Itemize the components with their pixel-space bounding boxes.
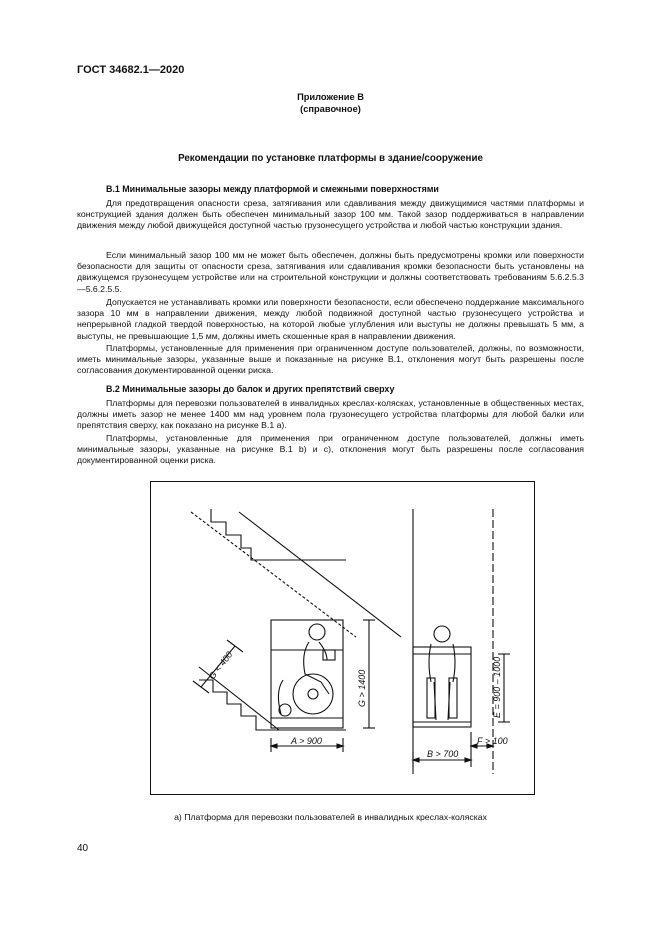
platform-clearance-diagram xyxy=(151,482,536,796)
section-heading-b1: В.1 Минимальные зазоры между платформой и смежными поверхностями xyxy=(106,184,439,194)
document-id: ГОСТ 34682.1—2020 xyxy=(77,64,185,76)
lower-stair-outline xyxy=(199,680,346,730)
label-a: A > 900 xyxy=(291,736,322,746)
paragraph: Если минимальный зазор 100 мм не может быть обеспечен, должны быть предусмотрены кромки или поверхности безопасности для защиты от опасности среза, затягивания или сдавливания кромки безопасности быть установлены на движущемся грузонесущем устройстве или на строительной конструкции и должны соответствовать требованиям 5.6.2.5.3—5.6.2.5.5. xyxy=(77,250,584,294)
paragraph: Допускается не устанавливать кромки или поверхности безопасности, если обеспечено поддержание максимального зазора 10 мм в направлении движения, между любой подвижной доступной частью грузонесущего устройства и непрерывной гладкой твердой поверхностью, на которой любые углубления или выступы не должны превышать 5 мм, а выступы, не превышающие 1,5 мм, должны иметь скошенные края в направлении движения. xyxy=(77,297,584,341)
page-number: 40 xyxy=(77,843,89,854)
figure-caption: а) Платформа для перевозки пользователей в инвалидных креслах-колясках xyxy=(174,812,487,822)
paragraph: Платформы для перевозки пользователей в инвалидных креслах-колясках, установленные в общественных местах, должны иметь зазор не менее 1400 мм над уровнем пола грузонесущего устройства платформы для любой балки или препятствия сверху, как показано на рисунке В.1 а). xyxy=(77,398,584,431)
label-f: F > 100 xyxy=(477,736,508,746)
label-g-diag: G < 400 xyxy=(206,649,235,682)
user-head-front xyxy=(434,626,450,642)
figure-frame xyxy=(150,481,535,795)
user-head xyxy=(309,624,325,640)
label-b: B > 700 xyxy=(427,749,459,759)
wheelchair-wheel xyxy=(293,674,333,714)
paragraph: Для предотвращения опасности среза, затягивания или сдавливания между движущимися частями платформы и конструкцией здания должен быть обеспечен минимальный зазор 100 мм. Такой зазор поддерживаться в направлении движения между любой движущейся доступной частью грузонесущего устройства и любой частью конструкции здания. xyxy=(77,198,584,231)
paragraph: Платформы, установленные для применения при ограниченном доступе пользователей, должны, по возможности, иметь минимальные зазоры, указанные выше и показанные на рисунке В.1, отклонения могут быть разрешены после согласования документированной оценки риска. xyxy=(77,343,584,376)
label-g-vert: G > 1400 xyxy=(357,669,367,707)
label-e: E = 900 – 1000 xyxy=(492,656,502,718)
page-title: Рекомендации по установке платформы в здание/сооружение xyxy=(178,153,483,164)
upper-stair-outline xyxy=(211,509,346,560)
stair-pitch-line xyxy=(239,512,401,637)
stair-pitch-line xyxy=(191,512,356,637)
section-heading-b2: В.2 Минимальные зазоры до балок и других препятствий сверху xyxy=(106,384,395,394)
paragraph: Платформы, установленные для применения при ограниченном доступе пользователей, должны иметь минимальные зазоры, указанные на рисунке В.1 b) и с), отклонения могут быть разрешены после согласования документированной оценки риска. xyxy=(77,433,584,466)
appendix-label: Приложение В xyxy=(297,92,364,102)
appendix-kind: (справочное) xyxy=(300,104,361,114)
platform-frame xyxy=(271,620,343,728)
platform-front-frame xyxy=(413,647,471,727)
